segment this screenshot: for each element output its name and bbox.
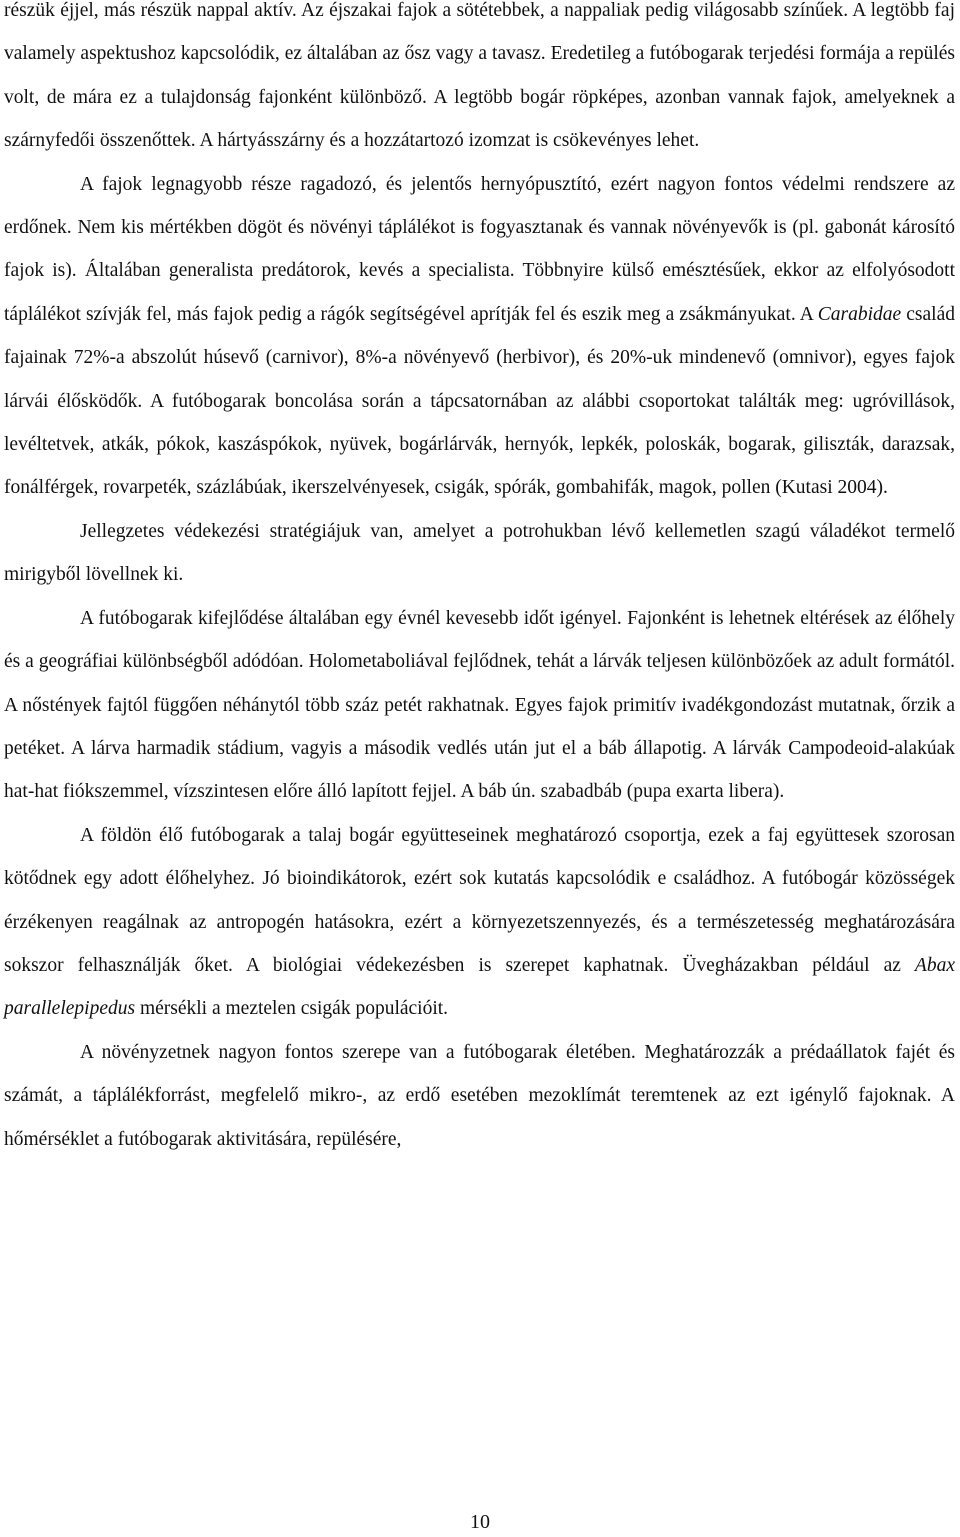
paragraph xyxy=(4,163,955,510)
paragraph xyxy=(4,0,955,163)
text-run: A fajok legnagyobb része ragadozó, és jelentős hernyópusztító, ezért nagyon fontos védelmi rendszere az erdőnek. Nem kis mértékben dögöt és növényi táplálékot is fogyasztanak és vannak növényevők is (pl. gabonát károsító fajok is). Általában generalista predátorok, kevés a specialista. Többnyire külső emésztésűek, ekkor az elfolyósodott táplálékot szívják fel, más fajok pedig a rágók segítségével aprítják fel és eszik meg a zsákmányukat. A xyxy=(4,173,955,325)
text-run: A földön élő futóbogarak a talaj bogár együtteseinek meghatározó csoportja, ezek a faj együttesek szorosan kötődnek egy adott élőhelyhez. Jó bioindikátorok, ezért sok kutatás kapcsolódik e családhoz. A futóbogár közösségek érzékenyen reagálnak az antropogén hatásokra, ezért a környezetszennyezés, és a természetesség meghatározására sokszor felhasználják őket. A biológiai védekezésben is szerepet kaphatnak. Üvegházakban például az xyxy=(4,824,955,976)
page-number: 10 xyxy=(470,1511,490,1533)
text-run: mérsékli a meztelen csigák populációit. xyxy=(135,998,449,1020)
text-run: részük éjjel, más részük nappal aktív. Az éjszakai fajok a sötétebbek, a nappaliak pedig világosabb színűek. A legtöbb faj valamely aspektushoz kapcsolódik, ez általában az ősz vagy a tavasz. Eredetileg a futóbogarak terjedési formája a repülés volt, de mára ez a tulajdonság fajonként különböző. A legtöbb bogár röpképes, azonban vannak fajok, amelyeknek a szárnyfedői összenőttek. A hártyásszárny és a hozzátartozó izomzat is csökevényes lehet. xyxy=(4,0,955,152)
paragraph xyxy=(4,814,955,1031)
document-body xyxy=(4,0,955,1161)
text-run: család fajainak 72%-a abszolút húsevő (carnivor), 8%-a növényevő (herbivor), és 20%-uk mindenevő (omnivor), egyes fajok lárvái élősködők. A futóbogarak boncolása során a tápcsatornában az alábbi csoportokat találták meg: ugróvillások, levéltetvek, atkák, pókok, kaszáspókok, nyüvek, bogárlárvák, hernyók, lepkék, poloskák, bogarak, giliszták, darazsak, fonálférgek, rovarpeték, százlábúak, ikerszelvényesek, csigák, spórák, gombahifák, magok, pollen (Kutasi 2004). xyxy=(4,303,955,499)
text-run: A futóbogarak kifejlődése általában egy évnél kevesebb időt igényel. Fajonként is lehetnek eltérések az élőhely és a geográfiai különbségből adódóan. Holometaboliával fejlődnek, tehát a lárvák teljesen különbözőek az adult formától. A nőstények fajtól függően néhánytól több száz petét rakhatnak. Egyes fajok primitív ivadékgondozást mutatnak, őrzik a petéket. A lárva harmadik stádium, vagyis a második vedlés után jut el a báb állapotig. A lárvák Campodeoid-alakúak hat-hat fiókszemmel, vízszintesen előre álló lapított fejjel. A báb ún. szabadbáb (pupa exarta libera). xyxy=(4,607,955,803)
text-run: A növényzetnek nagyon fontos szerepe van a futóbogarak életében. Meghatározzák a prédaállatok fajét és számát, a táplálékforrást, megfelelő mikro-, az erdő esetében mezoklímát teremtenek az ezt igénylő fajoknak. A hőmérséklet a futóbogarak aktivitására, repülésére, xyxy=(4,1041,955,1150)
text-run: Jellegzetes védekezési stratégiájuk van, amelyet a potrohukban lévő kellemetlen szagú váladékot termelő mirigyből lövellnek ki. xyxy=(4,520,955,586)
italic-term: Abax parallelepipedus xyxy=(4,954,955,1020)
italic-term: Carabidae xyxy=(817,303,902,325)
paragraph xyxy=(4,1031,955,1161)
paragraph xyxy=(4,597,955,814)
paragraph xyxy=(4,510,955,597)
